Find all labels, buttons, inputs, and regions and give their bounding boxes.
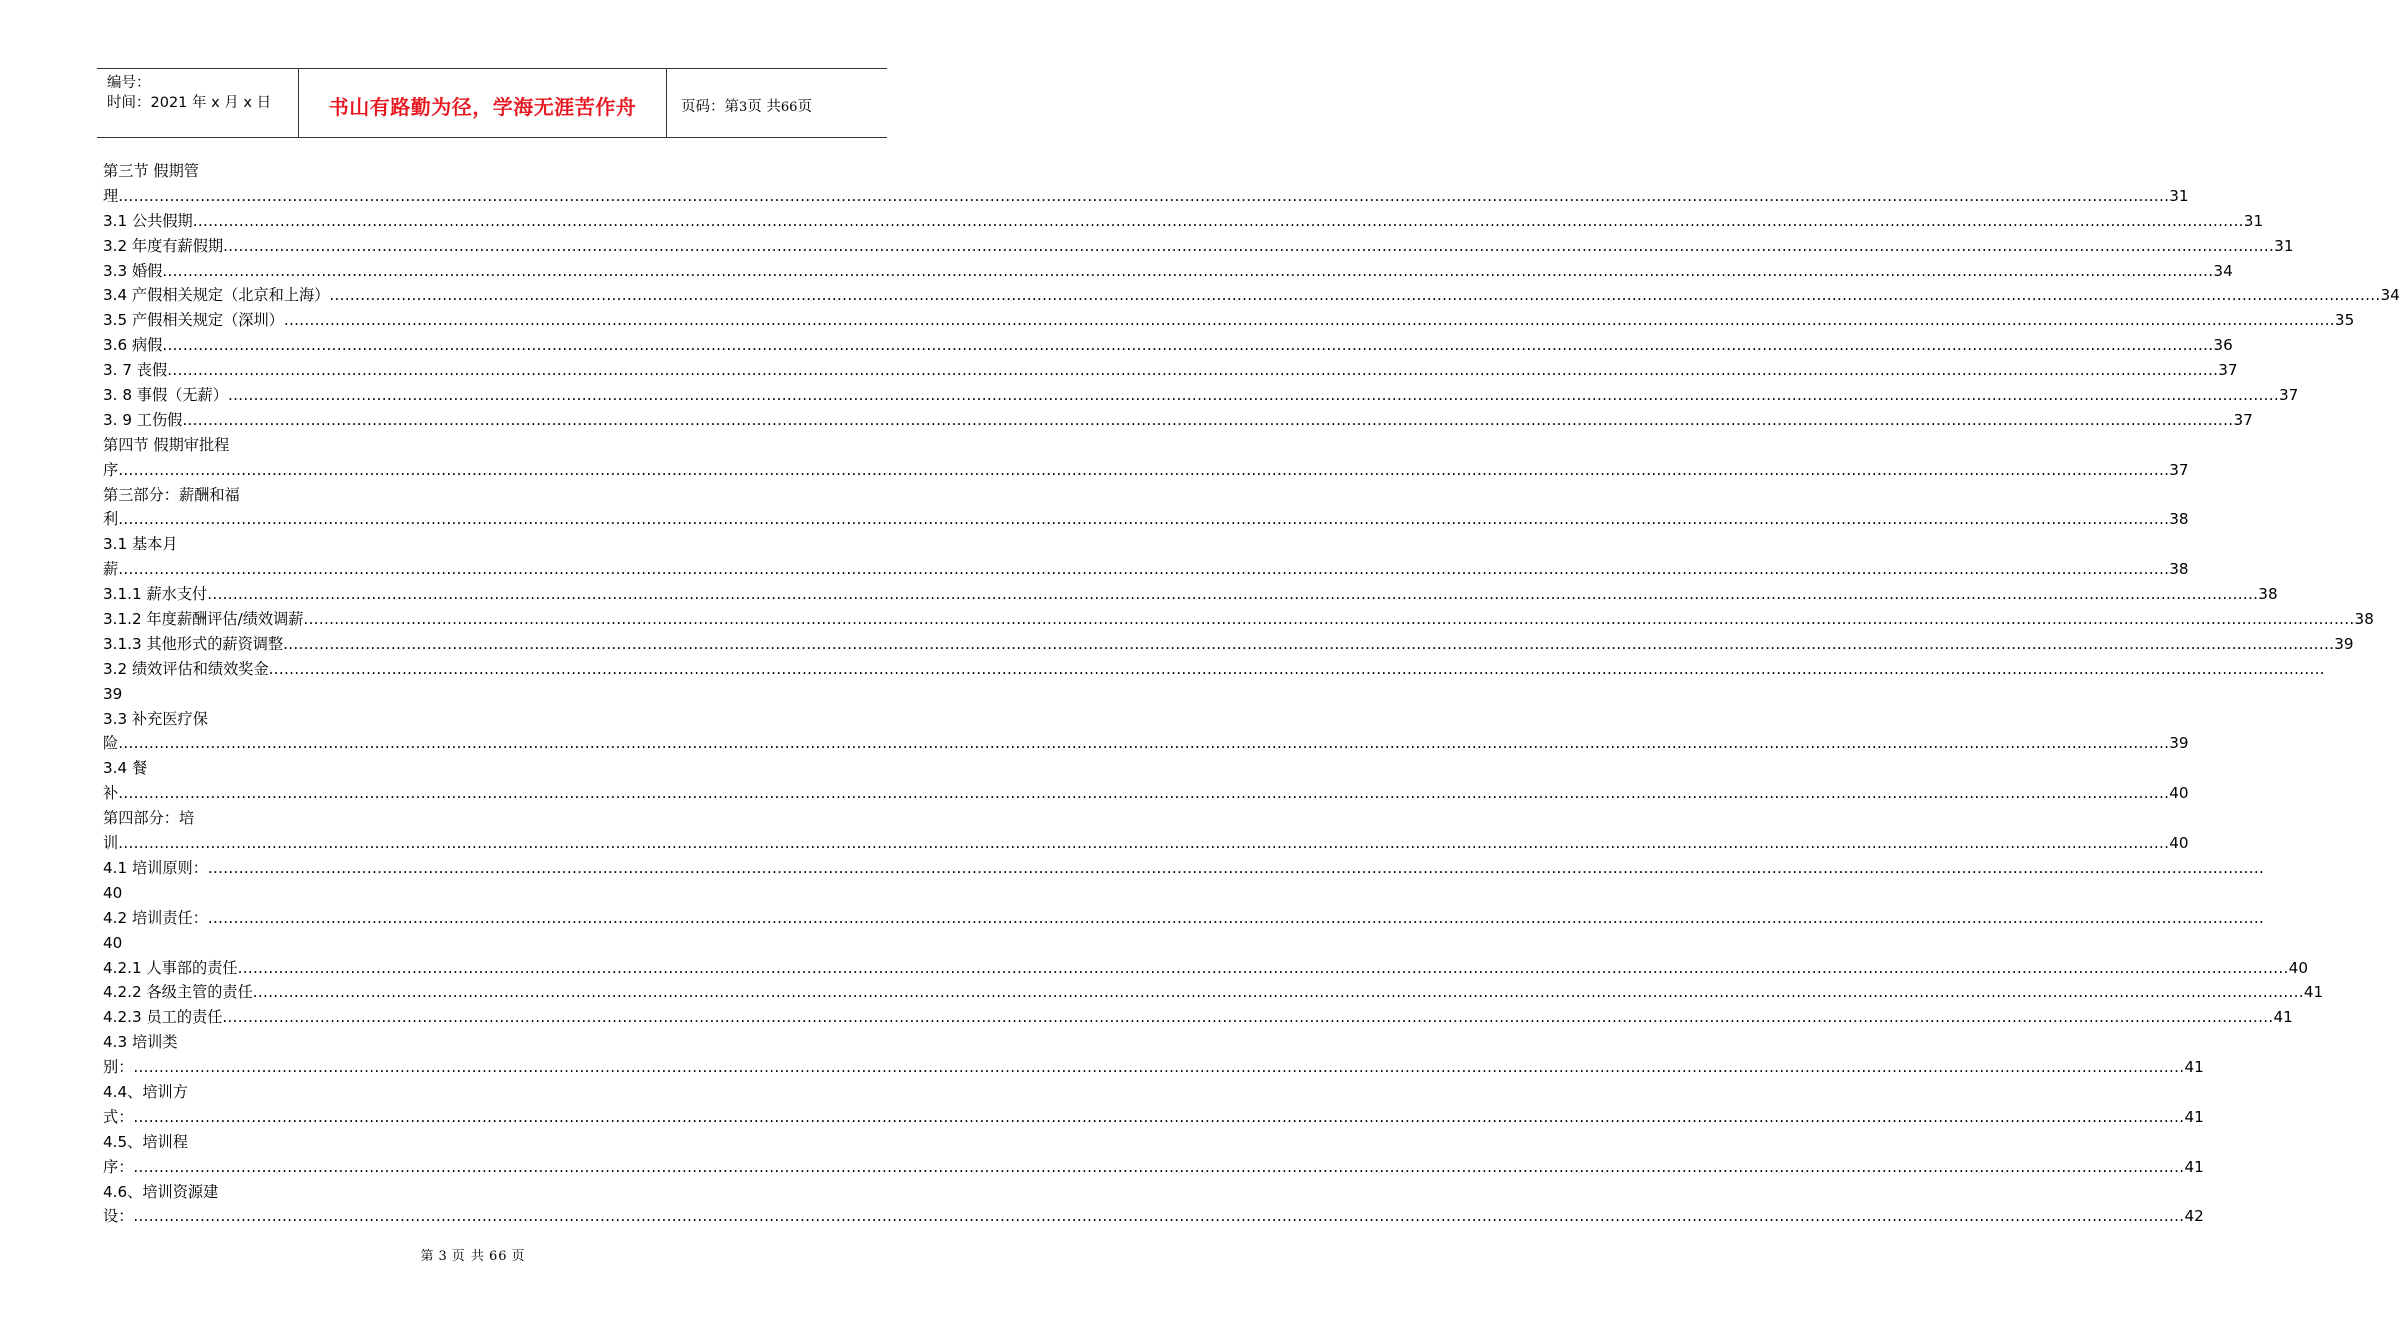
page-code-mid: 页 共 — [747, 99, 781, 115]
header-page-cell — [667, 69, 887, 137]
footer-prefix: 第 — [420, 1249, 435, 1264]
toc-entry-title: 第四节 假期审批程 — [103, 435, 230, 454]
toc-entry-title: 3.6 病假 — [103, 336, 163, 355]
header-motto-cell — [299, 69, 667, 137]
toc-entry-title: 4.6、培训资源建 — [103, 1182, 219, 1201]
toc-page-number: 31 — [2169, 186, 2189, 205]
toc-entry-title: 序： — [103, 1157, 134, 1176]
toc-dot-leader: ................................................................................................................................................................................................................................................................................................................................................................................................................ — [118, 186, 2170, 205]
toc-page-number: 41 — [2273, 1008, 2293, 1027]
toc-entry-title: 3.4 餐 — [103, 759, 148, 778]
toc-line — [103, 184, 2189, 209]
toc-entry-title: 4.5、培训程 — [103, 1132, 188, 1151]
toc-dot-leader: ................................................................................................................................................................................................................................................................................................................................................................................................................ — [133, 1157, 2185, 1176]
toc-line — [103, 881, 889, 906]
toc-entry-title: 4.4、培训方 — [103, 1082, 188, 1101]
toc-page-number: 36 — [2213, 336, 2233, 355]
toc-page-number: 41 — [2303, 983, 2324, 1002]
toc-line — [103, 980, 2324, 1005]
toc-entry-title: 设： — [103, 1207, 134, 1226]
toc-line — [103, 906, 2264, 931]
toc-page-number: 42 — [2184, 1207, 2204, 1226]
toc-entry-title: 3. 9 工伤假 — [103, 410, 183, 429]
toc-line — [103, 557, 2189, 582]
toc-entry-title: 3.3 补充医疗保 — [103, 709, 208, 728]
toc-entry-title: 第三部分：薪酬和福 — [103, 485, 240, 504]
toc-dot-leader: ................................................................................................................................................................................................................................................................................................................................................................................................................ — [252, 983, 2304, 1002]
footer-suffix: 页 — [511, 1249, 526, 1264]
toc-page-number: 35 — [2334, 311, 2355, 330]
toc-page-number: 40 — [2288, 958, 2308, 977]
page-header — [97, 68, 887, 138]
toc-line — [103, 483, 889, 508]
toc-entry-title: 3.3 婚假 — [103, 261, 163, 280]
toc-page-number: 37 — [2169, 460, 2189, 479]
toc-dot-leader: ................................................................................................................................................................................................................................................................................................................................................................................................................ — [283, 634, 2335, 653]
toc-dot-leader: ................................................................................................................................................................................................................................................................................................................................................................................................................ — [268, 659, 2320, 678]
toc-line — [103, 507, 2189, 532]
toc-page-number: 41 — [2184, 1157, 2204, 1176]
toc-line — [103, 358, 2238, 383]
toc-dot-leader: ................................................................................................................................................................................................................................................................................................................................................................................................................ — [133, 1207, 2185, 1226]
toc-entry-title: 薪 — [103, 560, 119, 579]
toc-entry-title: 4.2.1 人事部的责任 — [103, 958, 238, 977]
toc-line — [103, 731, 2189, 756]
document-number-label: 编号： — [107, 75, 151, 91]
toc-line — [103, 308, 2355, 333]
toc-page-number: 39 — [2169, 734, 2189, 753]
toc-line — [103, 383, 2299, 408]
toc-entry-title: 式： — [103, 1107, 134, 1126]
toc-page-number: 37 — [2279, 386, 2299, 405]
toc-entry-title: 理 — [103, 186, 119, 205]
toc-entry-title: 第四部分：培 — [103, 809, 195, 828]
toc-dot-leader: ................................................................................................................................................................................................................................................................................................................................................................................................................ — [207, 585, 2259, 604]
toc-entry-title: 3.2 绩效评估和绩效奖金 — [103, 659, 269, 678]
toc-line — [103, 433, 889, 458]
toc-entry-title: 3. 7 丧假 — [103, 361, 168, 380]
toc-dot-leader: ................................................................................................................................................................................................................................................................................................................................................................................................................ — [237, 958, 2289, 977]
toc-dot-leader: ................................................................................................................................................................................................................................................................................................................................................................................................................ — [118, 734, 2170, 753]
toc-entry-title: 训 — [103, 834, 119, 853]
page-footer — [0, 1245, 950, 1264]
toc-page-number: 40 — [2169, 784, 2189, 803]
toc-entry-title: 4.2.2 各级主管的责任 — [103, 983, 253, 1002]
toc-dot-leader: ................................................................................................................................................................................................................................................................................................................................................................................................................ — [162, 336, 2214, 355]
toc-dot-leader: ................................................................................................................................................................................................................................................................................................................................................................................................................ — [192, 211, 2244, 230]
toc-dot-leader: ................................................................................................................................................................................................................................................................................................................................................................................................................ — [227, 386, 2279, 405]
toc-page-number: . — [2319, 659, 2325, 678]
toc-entry-title: 40 — [103, 883, 123, 902]
toc-line — [103, 283, 2400, 308]
toc-line — [103, 856, 2264, 881]
page-code-total: 66 — [780, 100, 798, 115]
toc-line — [103, 532, 889, 557]
header-page-code — [681, 95, 812, 116]
toc-entry-title: 3.1 基本月 — [103, 535, 178, 554]
toc-line — [103, 657, 2325, 682]
page-code-label: 页码：第 — [681, 99, 739, 115]
toc-entry-title: 3.1.2 年度薪酬评估/绩效调薪 — [103, 610, 304, 629]
toc-line — [103, 831, 2189, 856]
toc-line — [103, 1080, 889, 1105]
toc-dot-leader: ................................................................................................................................................................................................................................................................................................................................................................................................................ — [118, 834, 2170, 853]
table-of-contents — [103, 159, 2400, 1229]
toc-line — [103, 1180, 889, 1205]
toc-entry-title: 第三节 假期管 — [103, 162, 199, 180]
toc-page-number: 41 — [2184, 1058, 2204, 1077]
toc-page-number: 40 — [2169, 834, 2189, 853]
toc-dot-leader: ................................................................................................................................................................................................................................................................................................................................................................................................................ — [167, 361, 2219, 380]
toc-page-number: 38 — [2169, 510, 2189, 529]
toc-entry-title: 3.4 产假相关规定（北京和上海） — [103, 286, 330, 305]
toc-entry-title: 4.1 培训原则： — [103, 858, 208, 877]
toc-line — [103, 159, 889, 184]
toc-line — [103, 1130, 889, 1155]
footer-mid: 页 共 — [451, 1249, 485, 1264]
toc-page-number: . — [2258, 908, 2264, 927]
toc-page-number: 38 — [2258, 585, 2278, 604]
header-motto: 书山有路勤为径，学海无涯苦作舟 — [328, 95, 637, 119]
toc-line — [103, 234, 2294, 259]
toc-dot-leader: ................................................................................................................................................................................................................................................................................................................................................................................................................ — [329, 286, 2381, 305]
header-info-cell — [97, 69, 299, 137]
toc-dot-leader: ................................................................................................................................................................................................................................................................................................................................................................................................................ — [303, 610, 2355, 629]
footer-total: 66 — [488, 1249, 508, 1264]
toc-entry-title: 利 — [103, 510, 119, 529]
toc-line — [103, 607, 2374, 632]
toc-page-number: 38 — [2354, 610, 2374, 629]
toc-dot-leader: ................................................................................................................................................................................................................................................................................................................................................................................................................ — [118, 460, 2170, 479]
toc-entry-title: 序 — [103, 460, 119, 479]
toc-line — [103, 781, 2189, 806]
toc-line — [103, 209, 2264, 234]
toc-dot-leader: ................................................................................................................................................................................................................................................................................................................................................................................................................ — [118, 510, 2170, 529]
toc-dot-leader: ................................................................................................................................................................................................................................................................................................................................................................................................................ — [207, 908, 2259, 927]
toc-line — [103, 1030, 889, 1055]
toc-entry-title: 补 — [103, 784, 119, 803]
toc-line — [103, 956, 2308, 981]
toc-page-number: . — [2258, 858, 2264, 877]
toc-dot-leader: ................................................................................................................................................................................................................................................................................................................................................................................................................ — [162, 261, 2214, 280]
toc-entry-title: 别： — [103, 1058, 134, 1077]
toc-dot-leader: ................................................................................................................................................................................................................................................................................................................................................................................................................ — [223, 236, 2275, 255]
toc-dot-leader: ................................................................................................................................................................................................................................................................................................................................................................................................................ — [133, 1107, 2185, 1126]
footer-page: 3 — [438, 1249, 448, 1264]
toc-entry-title: 3.1.1 薪水支付 — [103, 585, 208, 604]
toc-entry-title: 3.1.3 其他形式的薪资调整 — [103, 634, 284, 653]
toc-line — [103, 632, 2354, 657]
toc-page-number: 31 — [2243, 211, 2264, 230]
toc-entry-title: 4.3 培训类 — [103, 1033, 178, 1052]
page-code-number: 3 — [739, 100, 748, 115]
toc-dot-leader: ................................................................................................................................................................................................................................................................................................................................................................................................................ — [182, 410, 2234, 429]
toc-line — [103, 1204, 2204, 1229]
toc-dot-leader: ................................................................................................................................................................................................................................................................................................................................................................................................................ — [222, 1008, 2274, 1027]
toc-line — [103, 1105, 2204, 1130]
toc-line — [103, 756, 889, 781]
toc-line — [103, 1155, 2204, 1180]
toc-page-number: 41 — [2184, 1107, 2204, 1126]
toc-line — [103, 458, 2189, 483]
toc-page-number: 38 — [2169, 560, 2189, 579]
toc-dot-leader: ................................................................................................................................................................................................................................................................................................................................................................................................................ — [133, 1058, 2185, 1077]
toc-page-number: 34 — [2380, 286, 2400, 305]
toc-entry-title: 3.1 公共假期 — [103, 211, 193, 230]
toc-line — [103, 806, 889, 831]
toc-entry-title: 险 — [103, 734, 119, 753]
toc-entry-title: 4.2.3 员工的责任 — [103, 1008, 223, 1027]
toc-line — [103, 333, 2233, 358]
toc-line — [103, 1005, 2293, 1030]
toc-line — [103, 931, 889, 956]
toc-line — [103, 1055, 2204, 1080]
toc-line — [103, 259, 2233, 284]
toc-dot-leader: ................................................................................................................................................................................................................................................................................................................................................................................................................ — [118, 784, 2170, 803]
toc-entry-title: 4.2 培训责任： — [103, 908, 208, 927]
toc-entry-title: 3.2 年度有薪假期 — [103, 236, 224, 255]
toc-page-number: 39 — [2334, 634, 2354, 653]
toc-line — [103, 707, 889, 732]
toc-page-number: 31 — [2274, 236, 2294, 255]
toc-line — [103, 582, 2278, 607]
toc-page-number: 37 — [2218, 361, 2238, 380]
toc-dot-leader: ................................................................................................................................................................................................................................................................................................................................................................................................................ — [283, 311, 2335, 330]
toc-page-number: 34 — [2213, 261, 2233, 280]
toc-page-number: 37 — [2233, 410, 2253, 429]
page-code-end: 页 — [797, 99, 812, 115]
toc-entry-title: 3. 8 事假（无薪） — [103, 386, 228, 405]
toc-entry-title: 40 — [103, 933, 123, 952]
document-date-label: 时间：2021 年 x 月 x 日 — [107, 95, 272, 111]
toc-entry-title: 39 — [103, 684, 123, 703]
toc-dot-leader: ................................................................................................................................................................................................................................................................................................................................................................................................................ — [207, 858, 2259, 877]
toc-entry-title: 3.5 产假相关规定（深圳） — [103, 311, 284, 330]
toc-dot-leader: ................................................................................................................................................................................................................................................................................................................................................................................................................ — [118, 560, 2170, 579]
toc-line — [103, 682, 889, 707]
toc-line — [103, 408, 2253, 433]
